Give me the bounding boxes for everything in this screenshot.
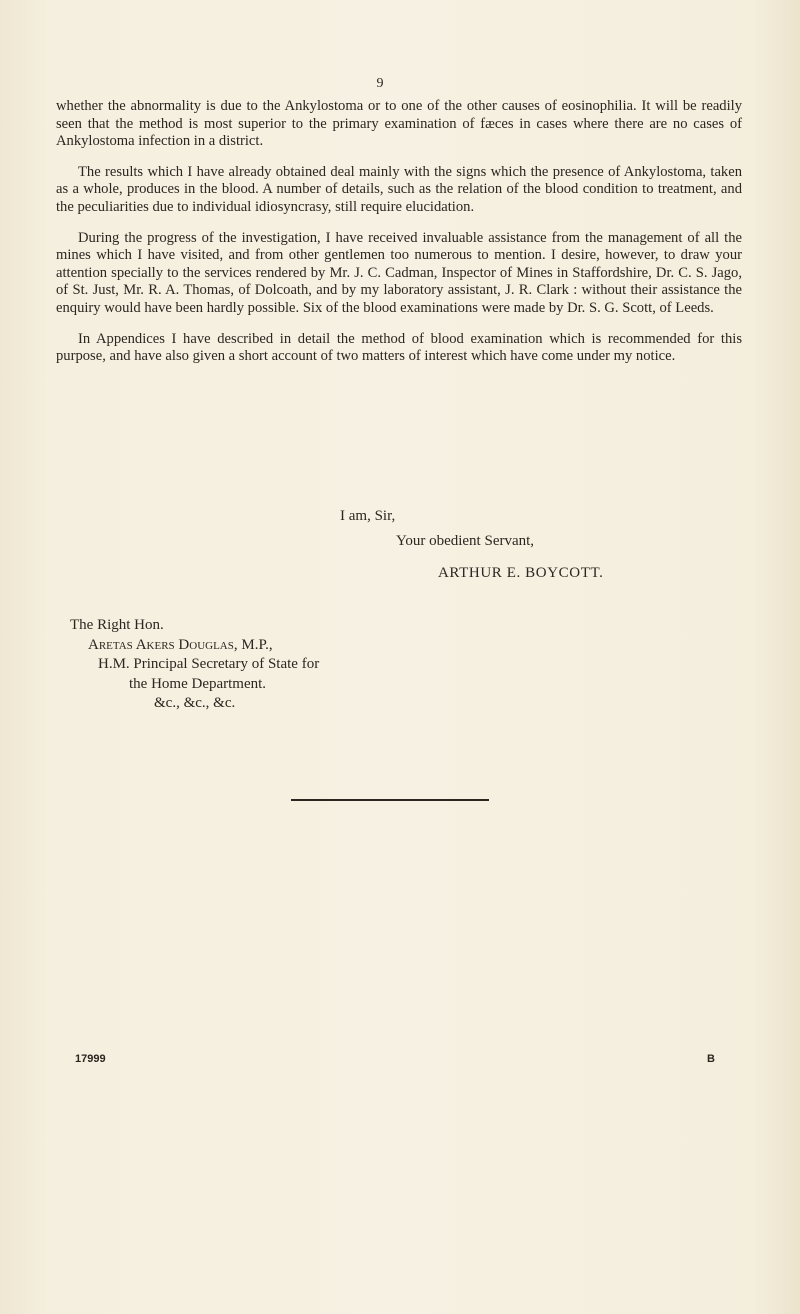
letter-body (56, 98, 742, 379)
paragraph-appendices: In Appendices I have described in detail the method of blood examination which is recommended for this purpose, and have also given a short account of two matters of interest which have come under my notice. (56, 330, 742, 365)
addressee-title: The Right Hon. (70, 617, 164, 633)
addressee-office: H.M. Principal Secretary of State for (98, 656, 320, 672)
section-divider (291, 799, 489, 801)
author-signature: ARTHUR E. BOYCOTT. (438, 565, 604, 581)
closing-salutation: I am, Sir, (340, 508, 396, 524)
print-code: 17999 (75, 1053, 106, 1065)
closing-valediction: Your obedient Servant, (396, 533, 535, 549)
signature-mark: B (707, 1053, 715, 1065)
page-number: 9 (376, 76, 384, 91)
addressee-block (70, 616, 319, 714)
addressee-etc: &c., &c., &c. (154, 695, 236, 711)
addressee-name: Aretas Akers Douglas, M.P., (88, 636, 273, 653)
addressee-department: the Home Department. (129, 675, 267, 692)
paragraph-acknowledgements: During the progress of the investigation, I have received invaluable assistance from the management of all the mines which I have visited, and from other gentlemen too numerous to mention. I desire, however, to draw your attention specially to the services rendered by Mr. J. C. Cadman, Inspector of Mines in Staffordshire, Dr. C. S. Jago, of St. Just, Mr. R. A. Thomas, of Dolcoath, and by my laboratory assistant, J. R. Clark : without their assistance the enquiry would have been hardly possible. Six of the blood examinations were made by Dr. S. G. Scott, of Leeds. (56, 229, 742, 316)
paragraph-results: The results which I have already obtained deal mainly with the signs which the presence of Ankylostoma, taken as a whole, produces in the blood. A number of details, such as the relation of the blood condition to treatment, and the peculiarities due to individual idiosyncrasy, still require elucidation. (56, 163, 742, 215)
paragraph-continuation: whether the abnormality is due to the Ankylostoma or to one of the other causes of eosinophilia. It will be readily seen that the method is most superior to the primary examination of fæces in cases where there are no cases of Ankylostoma infection in a district. (56, 98, 742, 150)
